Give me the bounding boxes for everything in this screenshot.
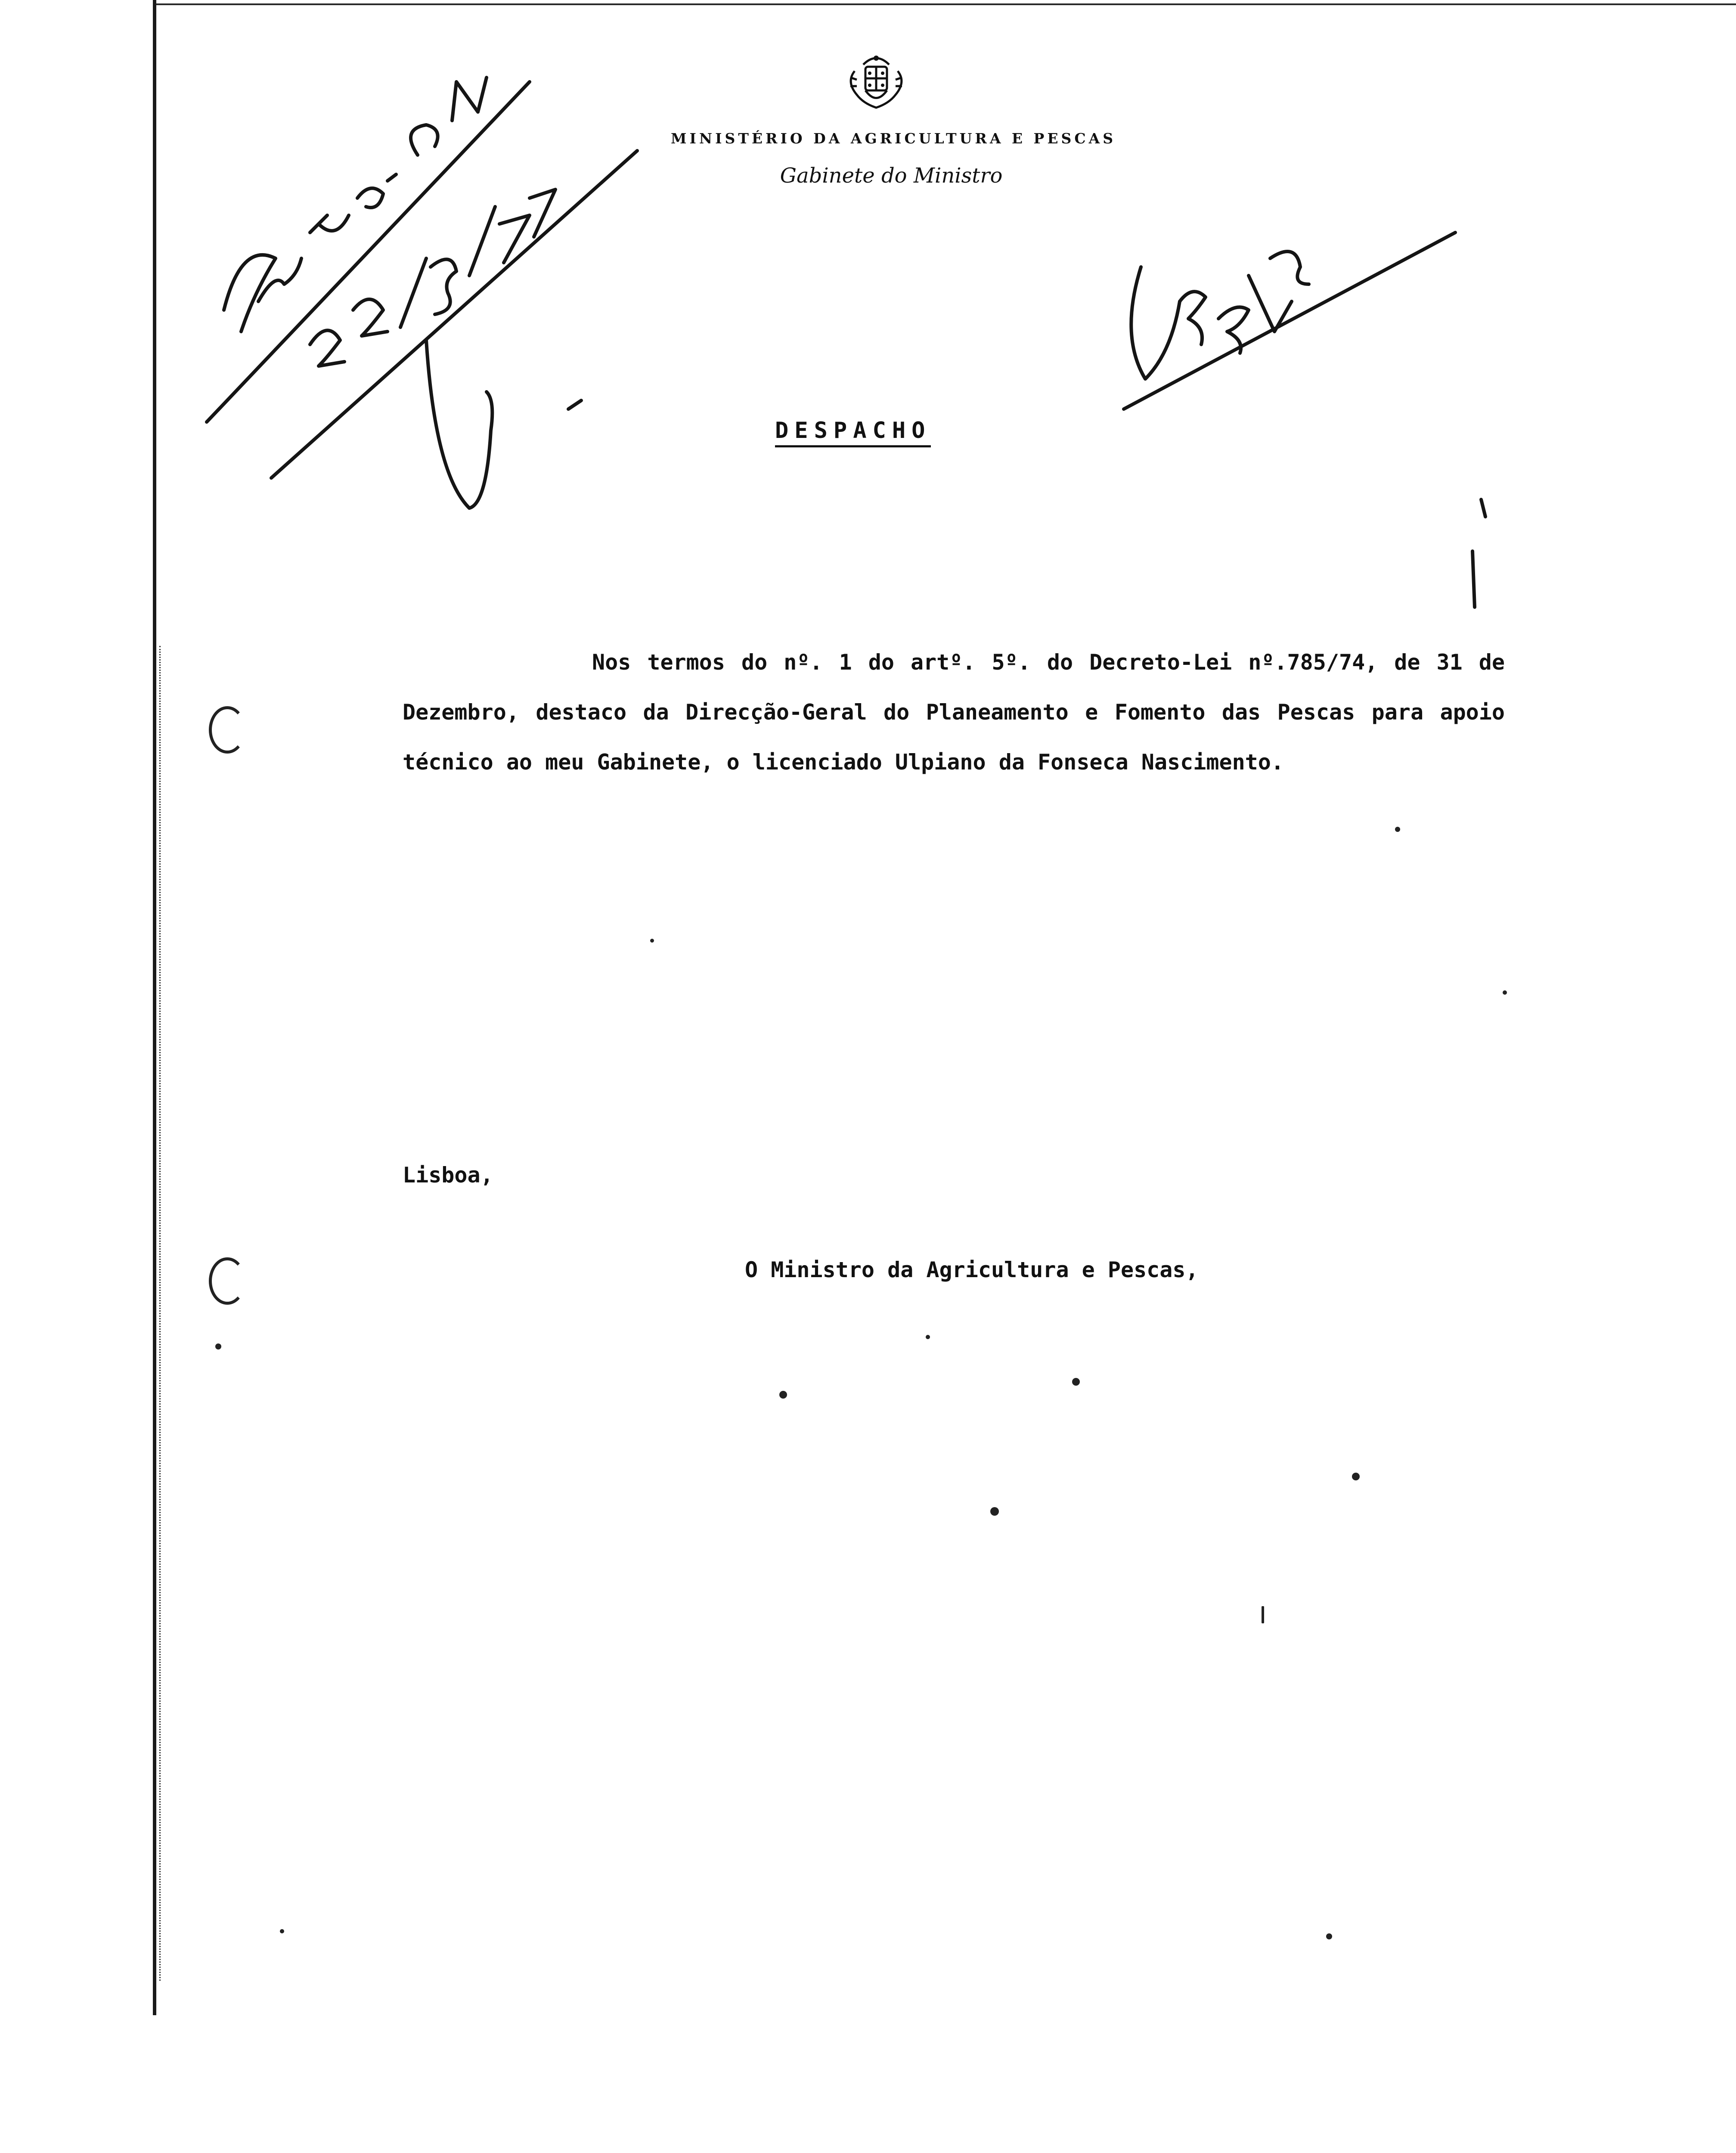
scan-speck (1326, 1933, 1332, 1939)
scan-speck (779, 1391, 787, 1399)
scan-speck (1503, 990, 1507, 995)
page-left-edge (153, 0, 156, 2015)
binding-marks (159, 646, 166, 1981)
coat-of-arms-icon (842, 47, 911, 116)
scan-speck (926, 1335, 930, 1339)
ministry-name: MINISTÉRIO DA AGRICULTURA E PESCAS (670, 130, 1116, 147)
scan-speck (215, 1343, 221, 1350)
scan-speck (1072, 1378, 1080, 1386)
signatory-line: O Ministro da Agricultura e Pescas, (745, 1257, 1199, 1282)
scan-speck (990, 1507, 999, 1516)
scan-speck (650, 939, 654, 943)
scan-speck (1352, 1473, 1360, 1480)
place-line: Lisboa, (403, 1163, 493, 1188)
scan-speck (1395, 827, 1400, 832)
punch-hole (209, 706, 246, 754)
document-title: DESPACHO (775, 418, 931, 447)
scan-speck (1262, 1606, 1264, 1623)
page-top-edge (153, 3, 1736, 5)
despacho-paragraph: Nos termos do nº. 1 do artº. 5º. do Decreto-Lei nº.785/74, de 31 de Dezembro, destaco da Direcção-Geral do Planeamento e Fomento das Pescas para apoio técnico ao meu Gabinete, o licenciado Ulpiano da Fonseca Nascimento. (403, 650, 1505, 775)
cabinet-name: Gabinete do Ministro (780, 164, 1003, 188)
punch-hole (209, 1257, 246, 1305)
scan-speck (280, 1929, 284, 1933)
